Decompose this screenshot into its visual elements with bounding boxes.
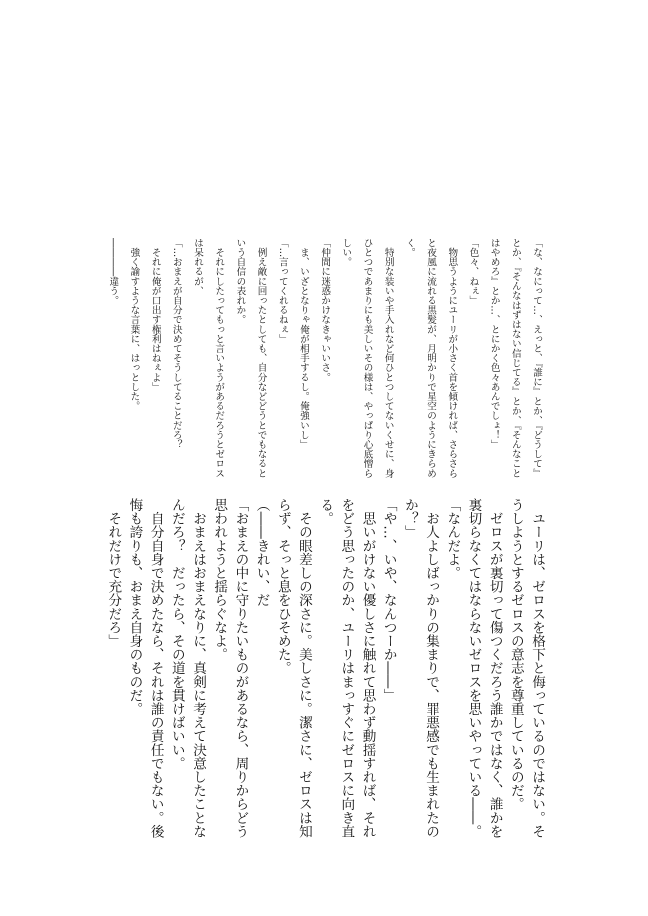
text-column: 「仲間に迷惑かけなきゃいいさ。 xyxy=(319,238,331,382)
text-column: んだろ？ だったら、その道を貫けばいい。 xyxy=(168,498,185,770)
text-column: いう自信の表れか。 xyxy=(234,238,246,325)
text-column: ――――違う。 xyxy=(107,238,119,306)
text-column: ゼロスが裏切って傷つくだろう誰かではなく、誰かを xyxy=(486,498,503,838)
text-column: 特別な装いや手入れなど何ひとつしてないくせに、身 xyxy=(382,238,394,478)
text-column: それに俺が口出す権利はねぇよ」 xyxy=(149,238,161,392)
text-column: 例え敵に回ったとしても、自分などどうとでもなると xyxy=(255,238,267,478)
text-column: 裏切らなくてはならないゼロスを思いやっている――。 xyxy=(465,498,482,838)
text-column: （――きれい、だ xyxy=(253,498,270,607)
text-column: おまえはおまえなりに、真剣に考えて決意したことな xyxy=(190,498,206,838)
text-column: それにしたってもっと言いようがあるだろうとゼロス xyxy=(213,238,225,478)
text-column: 「なんだよ。 xyxy=(444,498,461,580)
text-column: 「や…、いや、なんつーか――」 xyxy=(380,498,397,702)
text-column: 強く諭すような言葉に、はっとした。 xyxy=(128,238,140,411)
text-column: ひとつであまりにも美しいその様は、やっぱり心底憎ら xyxy=(361,238,373,478)
text-column: ユーリは、ゼロスを格下と侮っているのではない。そ xyxy=(529,498,545,838)
text-column: その眼差しの深さに。美しさに。潔さに、ゼロスは知 xyxy=(295,498,312,838)
text-column: 「…言ってくれるねぇ」 xyxy=(276,238,288,344)
text-column: ま、いざとなりゃ俺が相手するし。俺強いし」 xyxy=(297,238,309,450)
text-column: とか、『そんなはずはない信じてる』とか、『そんなこと xyxy=(509,238,521,478)
text-column: と夜風に流れる黒髪が、月明かりで星空のようにきらめ xyxy=(425,238,437,478)
text-column: お人よしばっかりの集まりで、罪悪感でも生まれたの xyxy=(423,498,440,838)
text-column: それだけで充分だろ」 xyxy=(105,498,122,648)
lower-text-block xyxy=(102,498,547,848)
upper-text-block xyxy=(102,238,547,478)
text-column: 「…おまえが自分で決めてそうしてることだろ？ xyxy=(170,238,182,450)
text-column: 悔も誇りも、おまえ自身のものだ。 xyxy=(126,498,143,716)
text-column: 「おまえの中に守りたいものがあるなら、周りからどう xyxy=(232,498,249,838)
text-column: はやめろ』とか…、とにかく色々あんでしょ！」 xyxy=(488,238,500,450)
text-column: 自分自身で決めたなら、それは誰の責任でもない。後 xyxy=(147,498,164,838)
text-column: る。 xyxy=(317,498,334,526)
text-column: うしようとするゼロスの意志を尊重しているのだ。 xyxy=(507,498,524,811)
text-column: 思われようと揺らぐなよ。 xyxy=(211,498,228,662)
text-column: は呆れるが、 xyxy=(192,238,203,296)
text-column: しい。 xyxy=(340,238,352,267)
text-column: 「色々、ねぇ」 xyxy=(467,238,479,306)
text-column: か？」 xyxy=(401,498,418,539)
text-column: 思いがけない優しさに触れて思わず動揺すれば、それ xyxy=(359,498,376,838)
text-column: く。 xyxy=(403,238,415,258)
text-column: 物思うようにユーリが小さく首を傾ければ、さらさら xyxy=(446,238,458,478)
text-column: をどう思ったのか、ユーリはまっすぐにゼロスに向き直 xyxy=(338,498,355,838)
text-column: らず、そっと息をひそめた。 xyxy=(274,498,291,675)
text-column: 「な、なにって…、えっと、『誰に』とか、『どうして』 xyxy=(531,238,542,478)
